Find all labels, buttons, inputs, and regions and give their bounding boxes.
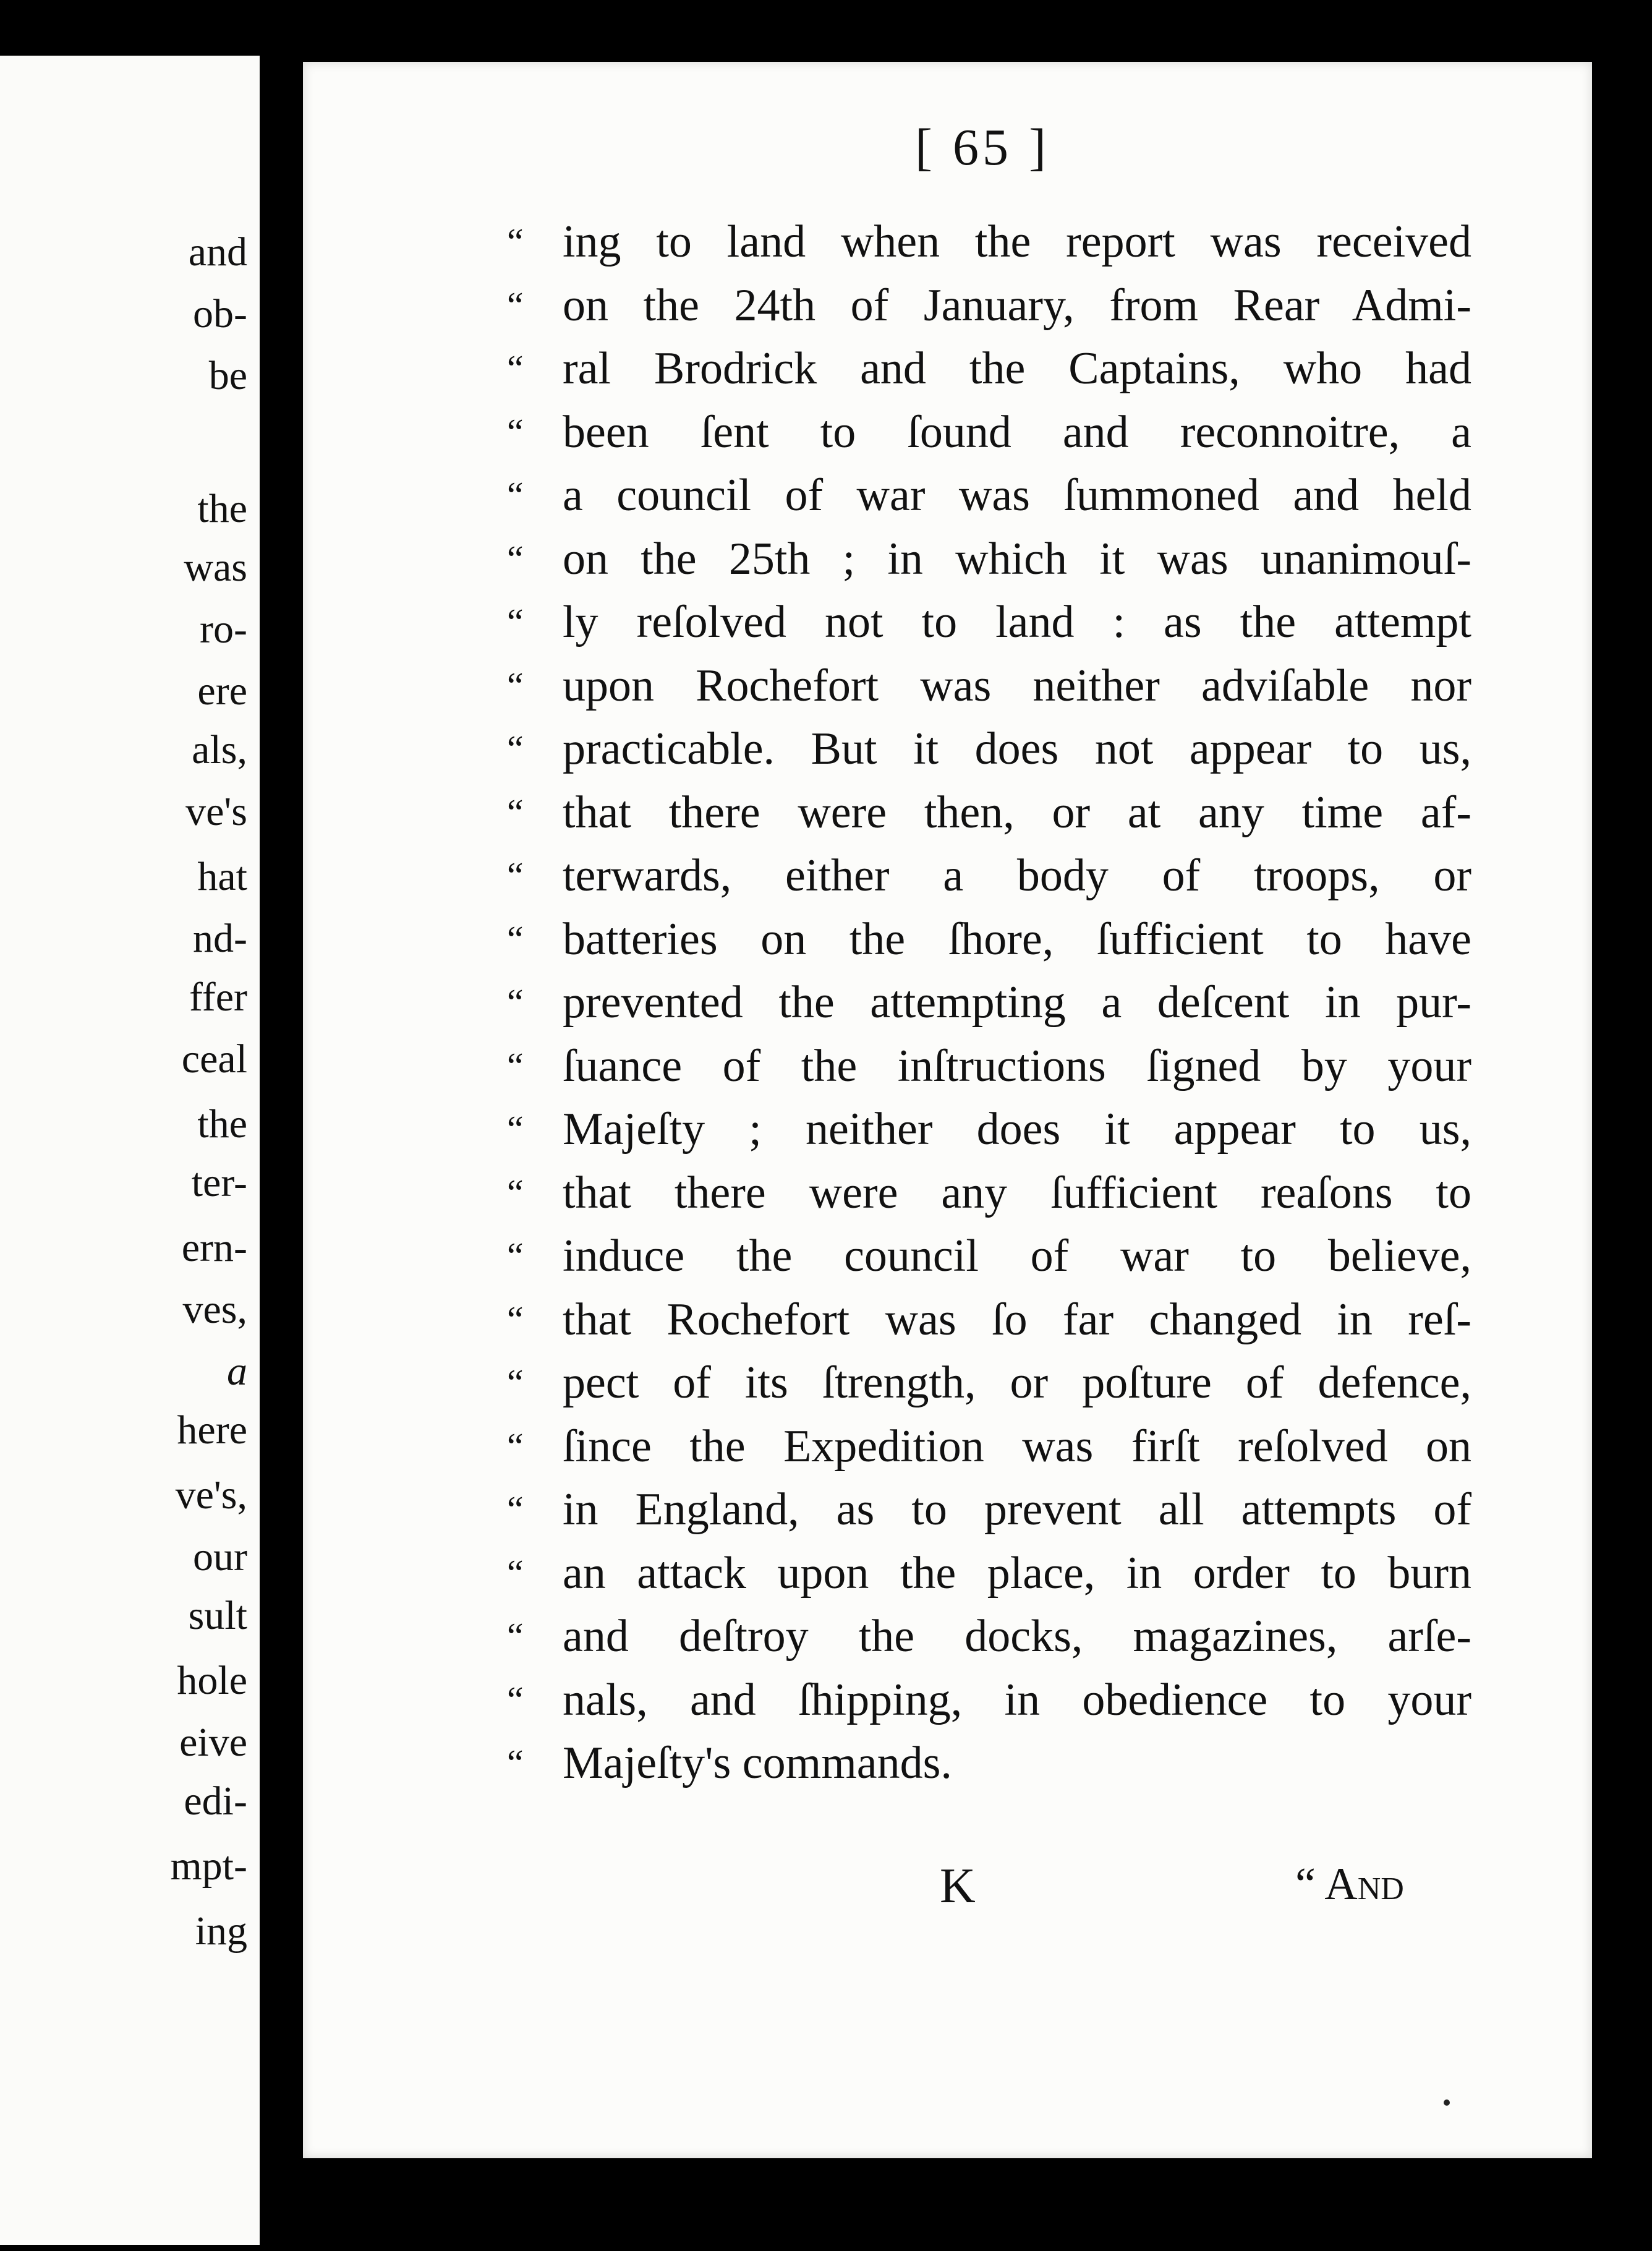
text-line bbox=[507, 274, 1471, 338]
opening-quote-mark: “ bbox=[507, 284, 524, 326]
opening-quote-mark: “ bbox=[507, 1743, 524, 1783]
text-line bbox=[507, 1605, 1471, 1668]
opening-quote-mark: “ bbox=[507, 1109, 524, 1150]
page-number: [ 65 ] bbox=[915, 119, 1050, 176]
line-text: been ſent to ſound and reconnoitre, a bbox=[563, 406, 1471, 458]
opening-quote-mark: “ bbox=[507, 918, 524, 960]
opening-quote-mark: “ bbox=[507, 1236, 524, 1276]
left-page-fragment: ing bbox=[195, 1908, 247, 1954]
left-page-fragment: ro- bbox=[200, 607, 247, 652]
left-page-fragment: als, bbox=[192, 727, 247, 772]
text-line bbox=[507, 591, 1471, 654]
left-page-fragment: a bbox=[227, 1349, 247, 1394]
opening-quote-mark: “ bbox=[507, 855, 524, 896]
text-line bbox=[507, 1668, 1471, 1732]
line-text: batteries on the ſhore, ſufficient to have bbox=[563, 913, 1471, 965]
line-text: in England, as to prevent all attempts of bbox=[563, 1484, 1471, 1535]
catchword: “ And bbox=[1295, 1859, 1404, 1910]
text-line bbox=[507, 1542, 1471, 1605]
left-page-fragment: be bbox=[208, 353, 247, 398]
line-text: practicable. But it does not appear to us, bbox=[563, 724, 1471, 774]
line-text: on the 24th of January, from Rear Admi- bbox=[563, 280, 1471, 331]
left-page-fragment: ceal bbox=[181, 1036, 247, 1082]
opening-quote-mark: “ bbox=[507, 221, 524, 262]
opening-quote-mark: “ bbox=[507, 1172, 524, 1213]
line-text: ſuance of the inſtructions ſigned by your bbox=[563, 1040, 1471, 1091]
left-page-fragment: ve's bbox=[185, 789, 247, 834]
left-page-fragment: ve's, bbox=[175, 1472, 247, 1518]
text-line bbox=[507, 1732, 1471, 1795]
left-page-fragment: hole bbox=[177, 1658, 247, 1703]
text-line bbox=[507, 1161, 1471, 1225]
left-page-fragment: sult bbox=[188, 1593, 247, 1638]
signature-mark: K bbox=[940, 1859, 976, 1913]
facing-page-left bbox=[0, 56, 260, 2245]
opening-quote-mark: “ bbox=[507, 1362, 524, 1403]
line-text: and deſtroy the docks, magazines, arſe- bbox=[563, 1611, 1471, 1662]
text-line bbox=[507, 337, 1471, 401]
left-page-fragment: our bbox=[193, 1534, 247, 1579]
text-line bbox=[507, 781, 1471, 845]
body-text bbox=[507, 210, 1471, 1795]
text-line bbox=[507, 1351, 1471, 1415]
line-text: ſince the Expedition was firſt reſolved on bbox=[563, 1420, 1471, 1472]
opening-quote-mark: “ bbox=[507, 411, 524, 453]
opening-quote-mark: “ bbox=[507, 792, 524, 833]
text-line bbox=[507, 1415, 1471, 1479]
left-page-fragment: and bbox=[188, 229, 247, 275]
left-page-fragment: eive bbox=[179, 1720, 247, 1765]
left-page-fragment: the bbox=[197, 486, 247, 531]
left-page-fragment: edi- bbox=[184, 1779, 247, 1824]
opening-quote-mark: “ bbox=[507, 1425, 524, 1467]
line-text: nals, and ſhipping, in obedience to your bbox=[563, 1674, 1471, 1725]
line-text: a council of war was ſummoned and held bbox=[563, 470, 1471, 521]
opening-quote-mark: “ bbox=[507, 475, 524, 516]
left-page-fragment: ves, bbox=[182, 1287, 247, 1332]
text-line bbox=[507, 1288, 1471, 1352]
left-page-fragment: ffer bbox=[189, 975, 247, 1020]
left-page-fragment: ern- bbox=[181, 1225, 247, 1270]
line-text: prevented the attempting a deſcent in pur- bbox=[563, 977, 1471, 1028]
left-page-fragment: nd- bbox=[193, 916, 247, 961]
opening-quote-mark: “ bbox=[507, 1045, 524, 1087]
opening-quote-mark: “ bbox=[507, 348, 524, 389]
opening-quote-mark: “ bbox=[507, 665, 524, 706]
left-page-fragment: ob- bbox=[193, 291, 247, 336]
text-line bbox=[507, 971, 1471, 1035]
line-text: ly reſolved not to land : as the attempt bbox=[563, 597, 1471, 647]
line-text: an attack upon the place, in order to burn bbox=[563, 1547, 1471, 1599]
left-page-fragment: was bbox=[184, 545, 247, 590]
opening-quote-mark: “ bbox=[507, 728, 524, 769]
line-text: pect of its ſtrength, or poſture of defence, bbox=[563, 1357, 1471, 1408]
left-page-fragment: hat bbox=[197, 854, 247, 899]
left-page-fragment: the bbox=[197, 1101, 247, 1147]
left-page-fragment: mpt- bbox=[170, 1843, 247, 1889]
opening-quote-mark: “ bbox=[507, 982, 524, 1023]
line-text: that there were then, or at any time af- bbox=[563, 787, 1471, 838]
opening-quote-mark: “ bbox=[507, 1616, 524, 1657]
left-page-fragment: ere bbox=[197, 668, 247, 714]
left-page-fragment: here bbox=[177, 1407, 247, 1453]
text-line bbox=[507, 1035, 1471, 1098]
text-line bbox=[507, 210, 1471, 274]
opening-quote-mark: “ bbox=[507, 1679, 524, 1720]
text-line bbox=[507, 528, 1471, 591]
opening-quote-mark: “ bbox=[507, 1299, 524, 1340]
line-text: terwards, either a body of troops, or bbox=[563, 850, 1471, 901]
text-line bbox=[507, 464, 1471, 528]
opening-quote-mark: “ bbox=[507, 1489, 524, 1530]
line-text: that Rochefort was ſo far changed in reſ- bbox=[563, 1294, 1471, 1345]
line-text: ing to land when the report was received bbox=[563, 216, 1471, 267]
text-line bbox=[507, 654, 1471, 718]
ink-speck bbox=[1444, 2099, 1450, 2106]
opening-quote-mark: “ bbox=[507, 1552, 524, 1594]
text-line bbox=[507, 1478, 1471, 1542]
text-line bbox=[507, 717, 1471, 781]
line-text: Majeſty's commands. bbox=[563, 1738, 952, 1788]
left-page-fragment: ter- bbox=[191, 1160, 247, 1205]
line-text: on the 25th ; in which it was unanimouſ- bbox=[563, 533, 1471, 584]
text-line bbox=[507, 844, 1471, 908]
book-gutter bbox=[260, 49, 303, 2251]
line-text: induce the council of war to believe, bbox=[563, 1231, 1471, 1281]
opening-quote-mark: “ bbox=[507, 602, 524, 643]
text-line bbox=[507, 908, 1471, 972]
text-line bbox=[507, 1224, 1471, 1288]
line-text: ral Brodrick and the Captains, who had bbox=[563, 343, 1471, 394]
line-text: upon Rochefort was neither adviſable nor bbox=[563, 660, 1471, 711]
opening-quote-mark: “ bbox=[507, 538, 524, 579]
line-text: that there were any ſufficient reaſons to bbox=[563, 1167, 1471, 1218]
text-line bbox=[507, 1098, 1471, 1161]
line-text: Majeſty ; neither does it appear to us, bbox=[563, 1104, 1471, 1155]
text-line bbox=[507, 401, 1471, 464]
